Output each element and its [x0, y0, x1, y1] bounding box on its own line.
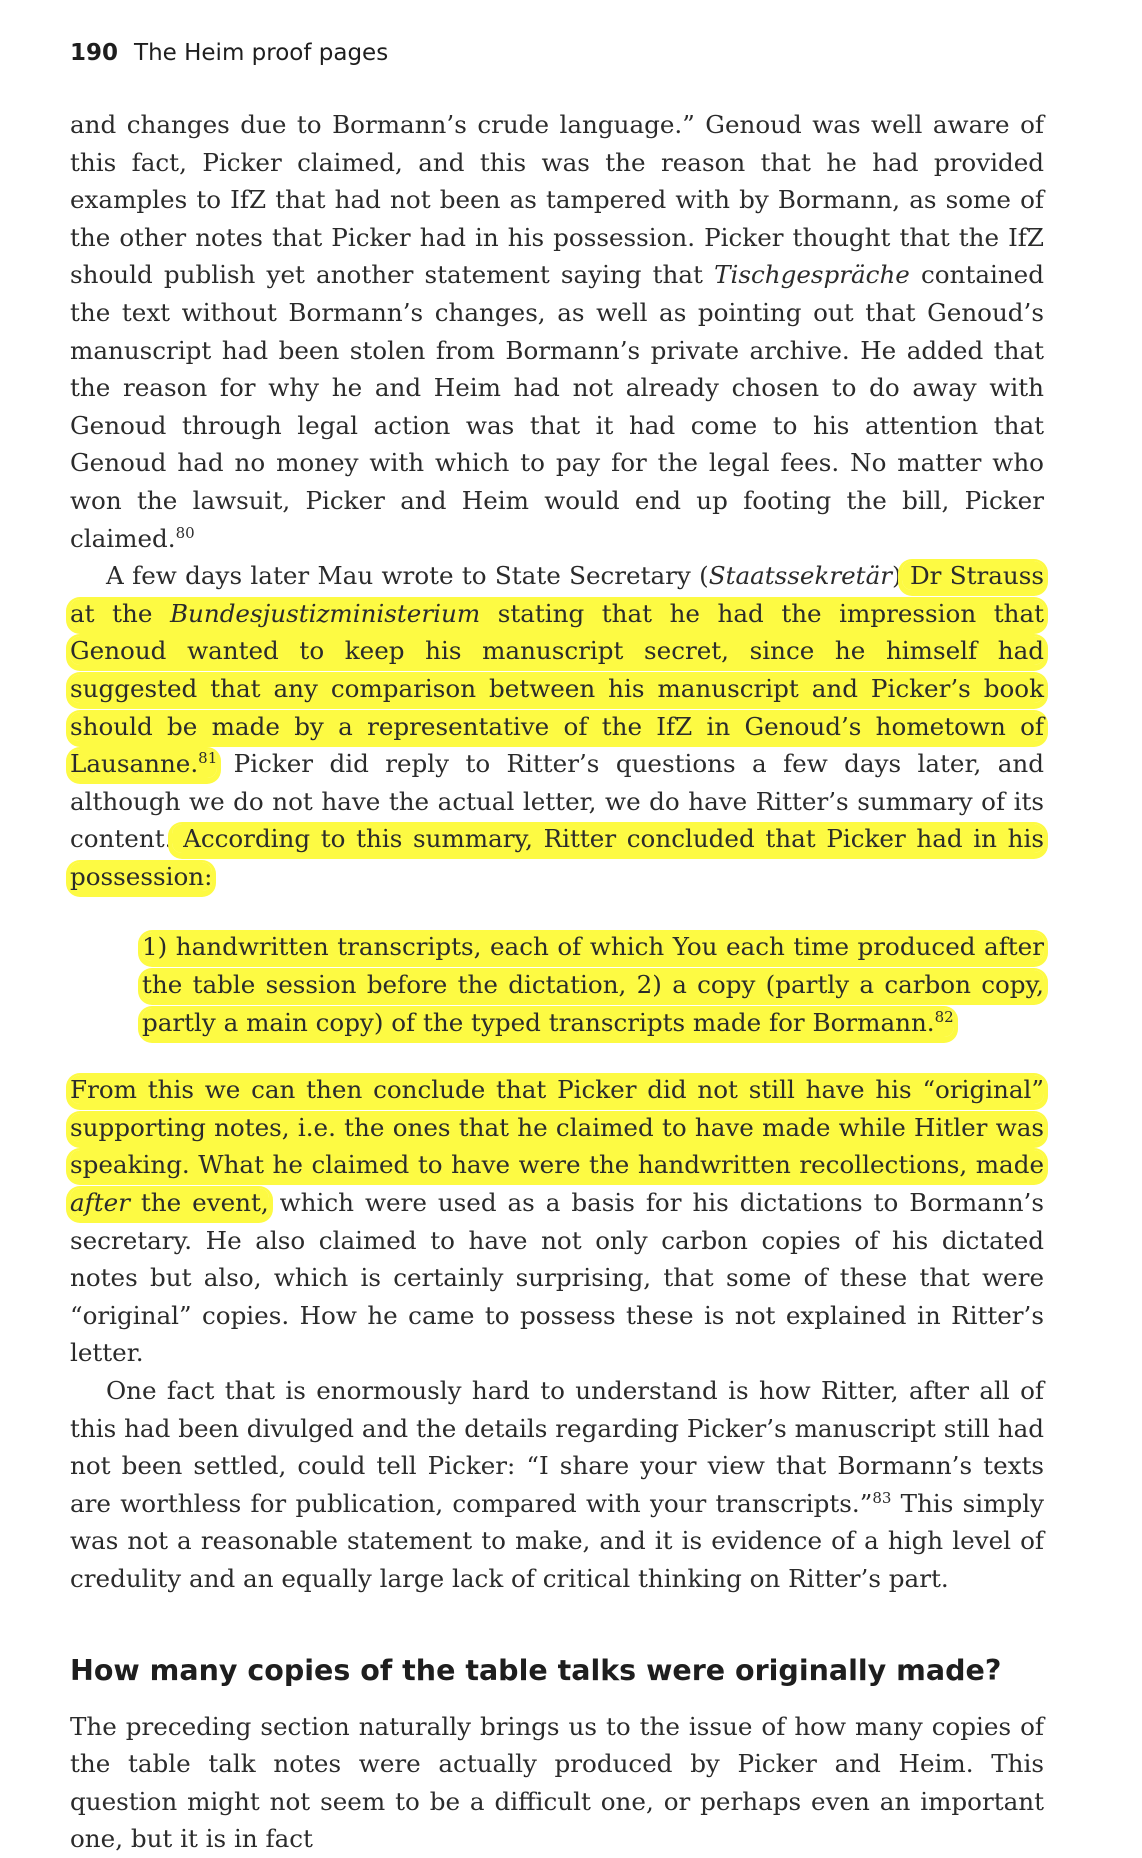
footnote-ref-83: 83	[872, 1488, 892, 1507]
p2-text-a: A few days later Mau wrote to State Secretary (	[106, 561, 709, 591]
p5-text-a: The preceding section naturally brings us to the issue of how many copies of the table talk notes were actually produced by Picker and Heim. This question might not seem to be a difficult one, or perhaps even an important one, but it is in fact	[70, 1711, 1044, 1854]
paragraph-2	[70, 557, 1044, 895]
p3-hl-c: the event,	[129, 1188, 269, 1218]
block-quote	[142, 928, 1044, 1041]
p1-italic-term: Tischgespräche	[714, 260, 910, 290]
body-text	[70, 106, 1044, 1858]
p2-hl1-italic: Bundesjustizministerium	[169, 598, 481, 628]
paragraph-4	[70, 1372, 1044, 1598]
section-heading: How many copies of the table talks were originally made?	[70, 1653, 1002, 1687]
running-head	[70, 40, 388, 66]
highlight-1	[70, 561, 1044, 778]
p3-text-d: which were used as a basis for his dictations to Bormann’s secretary. He also claimed to have not only carbon copies of his dictated notes but also, which is certainly surprising, that some of these that were “original” copies. How he came to possess these is not explained in Ritter’s letter.	[70, 1188, 1044, 1368]
paragraph-1	[70, 106, 1044, 557]
paragraph-5	[70, 1708, 1044, 1858]
footnote-ref-81: 81	[198, 749, 218, 768]
p2-text-c: )	[892, 561, 902, 591]
p1-text-c: contained the text without Bormann’s changes, as well as pointing out that Genoud’s manuscript had been stolen from Bormann’s private archive. He added that the reason for why he and Heim had not already chosen to do away with Genoud through legal action was that it had come to his attention that Genoud had no money with which to pay for the legal fees. No matter who won the lawsuit, Picker and Heim would end up footing the bill, Picker claimed.	[70, 260, 1044, 553]
p2-hl1-c: stating that he had the impression that Genoud wanted to keep his manuscript secret, since he himself had suggested that any comparison between his manuscript and Picker’s book should be made by a representative of the IfZ in Genoud’s hometown of Lausanne.	[70, 598, 1044, 779]
p4-text-b: This simply was not a reasonable statement to make, and it is evidence of a high level of credulity and an equally large lack of critical thinking on Ritter’s part.	[70, 1488, 1044, 1593]
quote-text: 1) handwritten transcripts, each of which You each time produced after the table session before the dictation, 2) a copy (partly a carbon copy, partly a main copy) of the typed transcripts made for Bormann.	[142, 932, 1044, 1037]
footnote-ref-82: 82	[934, 1007, 954, 1026]
p1-text-a: and changes due to Bormann’s crude language.” Genoud was well aware of this fact, Picker claimed, and this was the reason that he had provided examples to IfZ that had not been as tampered with by Bormann, as some of the other notes that Picker had in his possession. Picker thought that the IfZ should publish yet another statement saying that	[70, 110, 1044, 290]
highlight-quote	[142, 932, 1044, 1036]
p2-hl1-a: Dr Strauss at the	[70, 561, 1044, 628]
p3-hl-italic: after	[70, 1188, 130, 1218]
paragraph-3	[70, 1071, 1044, 1372]
footnote-ref-80: 80	[175, 523, 195, 542]
p3-hl-a: From this we can then conclude that Picker did not still have his “original” supporting notes, i.e. the ones that he claimed to have made while Hitler was speaking. What he claimed to have were the handwritten recollections, made	[70, 1075, 1044, 1180]
running-title: The Heim proof pages	[134, 40, 389, 66]
p2-italic-term: Staatssekretär	[708, 561, 892, 591]
highlight-2: According to this summary, Ritter concluded that Picker had in his possession:	[70, 824, 1044, 891]
p2-text-d: Picker did reply to Ritter’s questions a few days later, and although we do not have the actual letter, we do have Ritter’s summary of its content.	[70, 749, 1044, 854]
page-number: 190	[70, 40, 119, 66]
p4-text-a: One fact that is enormously hard to understand is how Ritter, after all of this had been divulged and the details regarding Picker’s manuscript still had not been settled, could tell Picker: “I share your view that Bormann’s texts are worthless for publication, compared with your transcripts.”	[70, 1376, 1044, 1518]
